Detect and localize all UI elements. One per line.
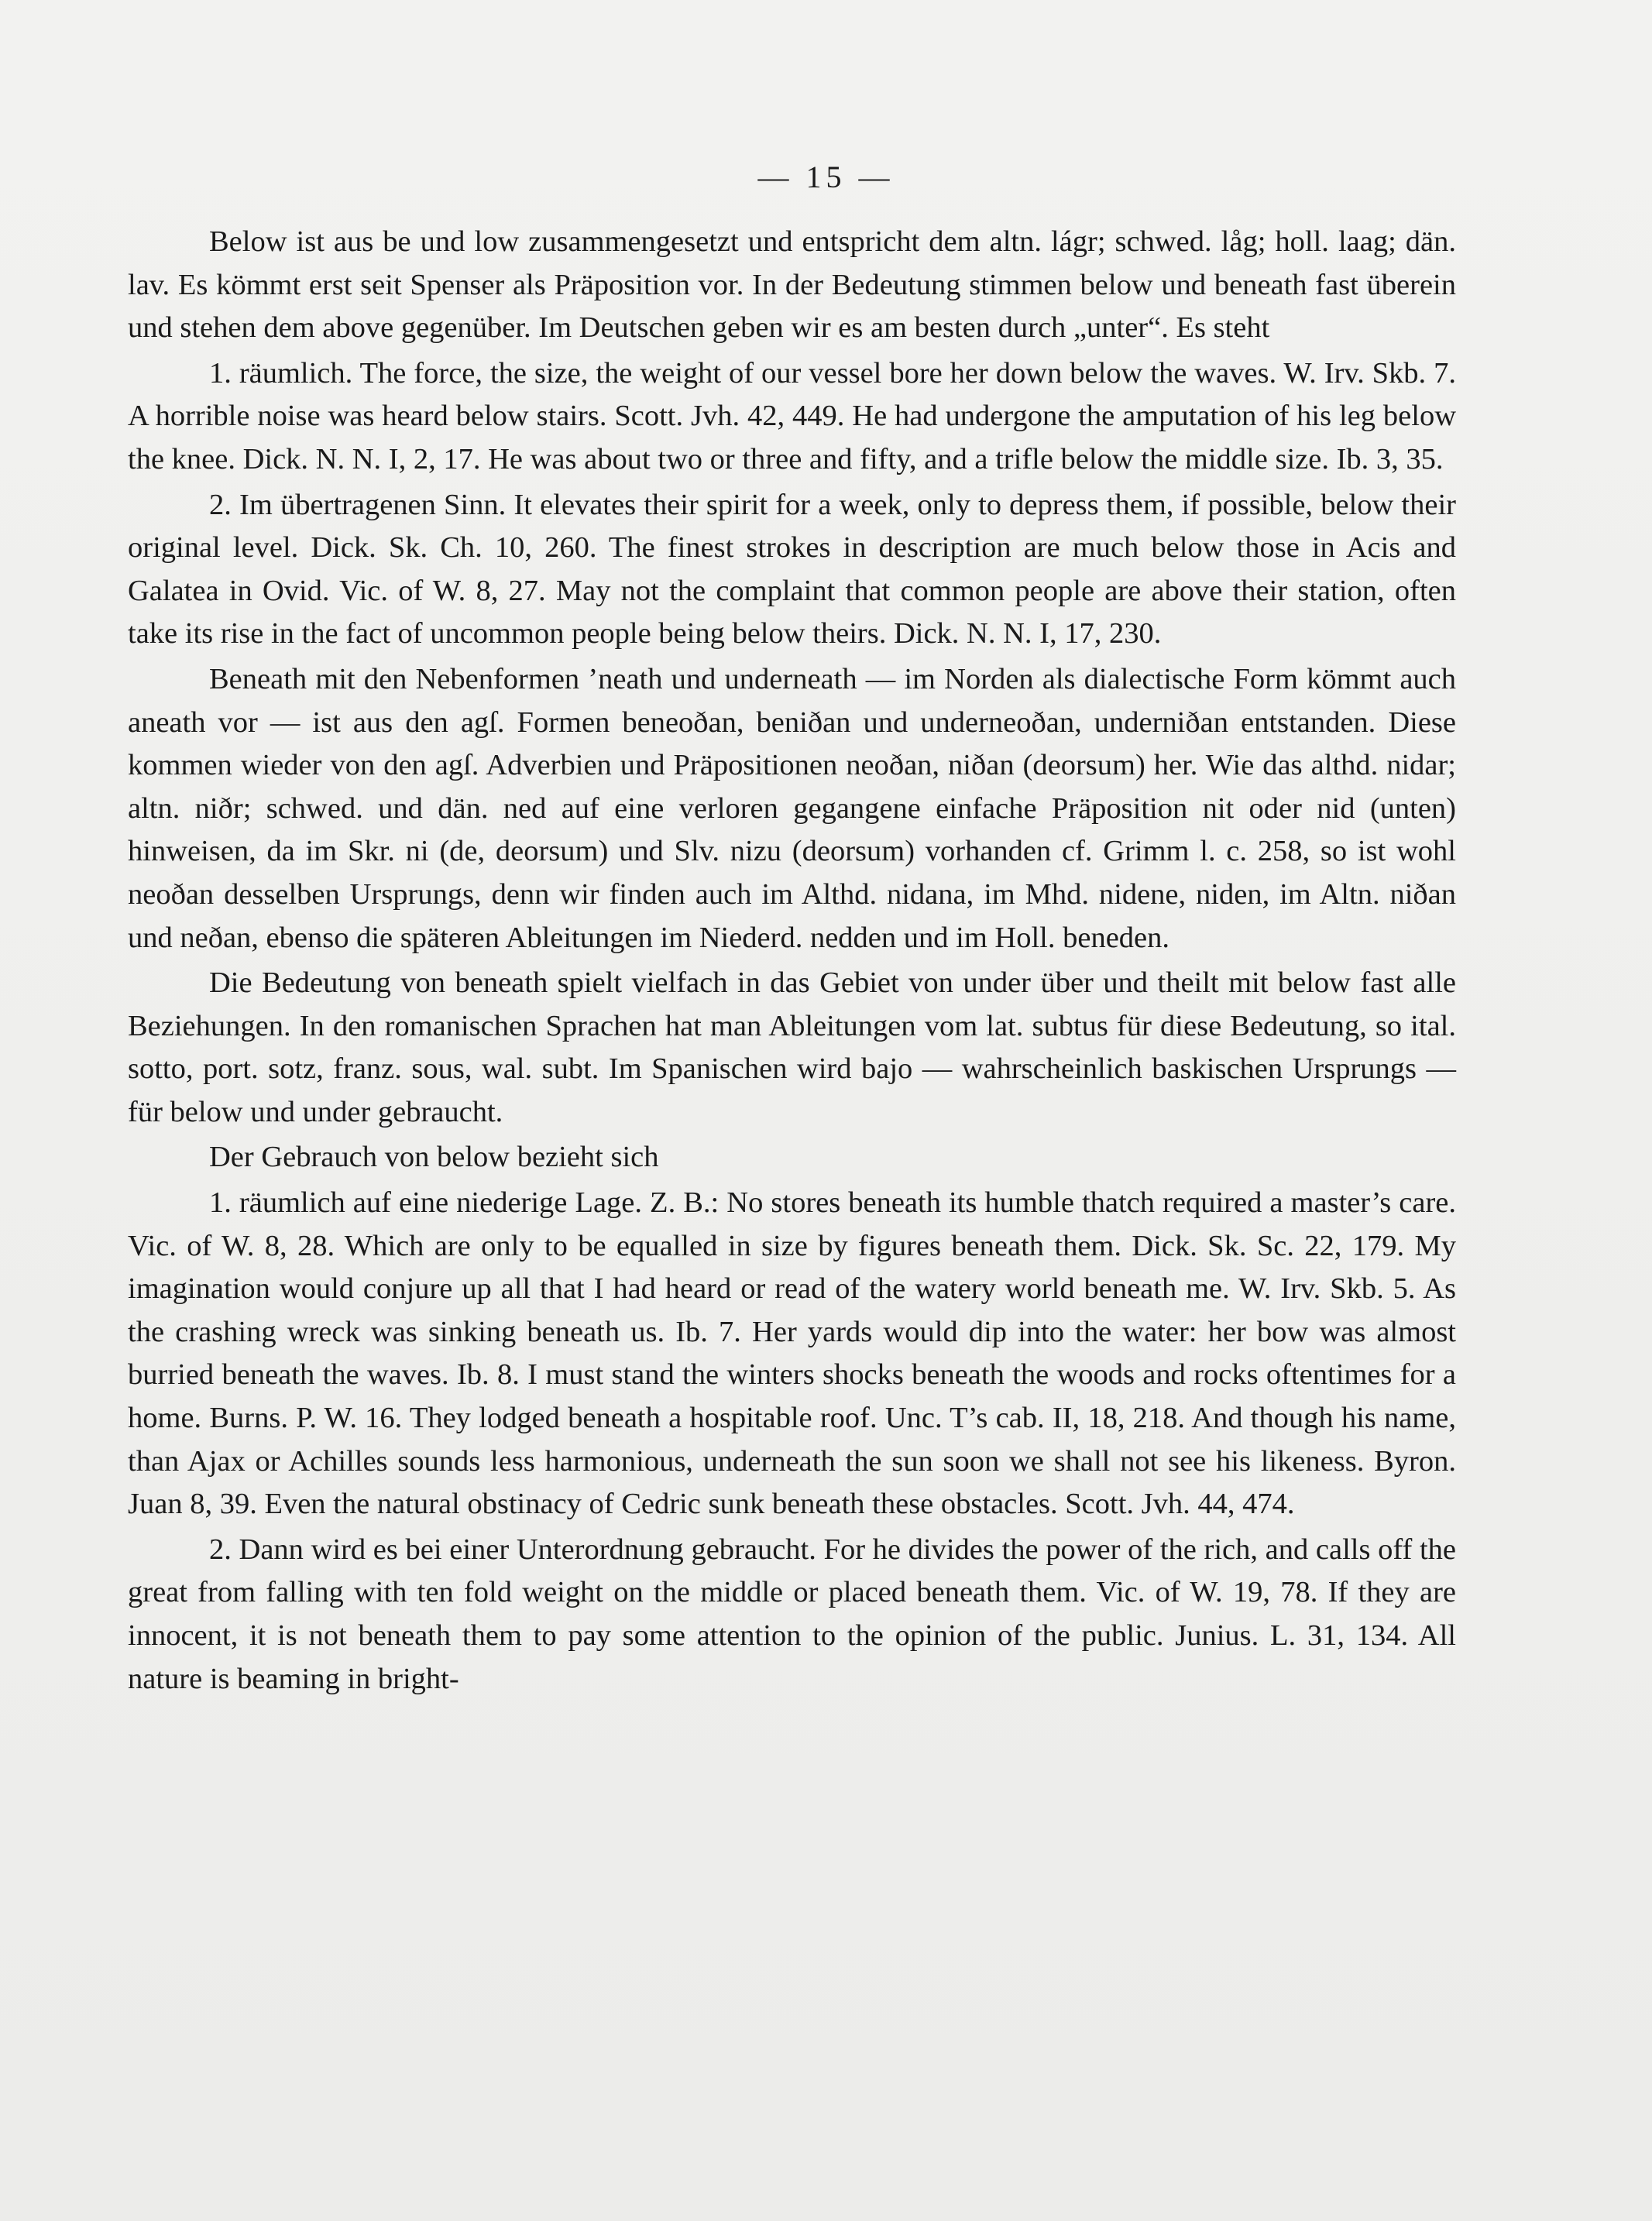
paragraph-usage-heading: Der Gebrauch von below bezieht sich xyxy=(209,1141,659,1174)
page-number: — 15 — xyxy=(757,160,895,194)
paragraph-beneath-subordination: 2. Dann wird es bei einer Unterordnung gebraucht. For he divides the power of the rich, and calls off the great from falling with ten fold weight on the middle or placed beneath them. Vic. of W. 19, 78. If they are innocent, it is not beneath them to pay some attention to the opinion of the public. Junius. L. 31, 134. All nature is beaming in bright- xyxy=(128,1533,1456,1695)
paragraph-below-figurative: 2. Im übertragenen Sinn. It elevates their spirit for a week, only to depress them, if possible, below their original level. Dick. Sk. Ch. 10, 260. The finest strokes in description are much below those in Acis and Galatea in Ovid. Vic. of W. 8, 27. May not the complaint that common people are above their station, often take its rise in the fact of uncommon people being below theirs. Dick. N. N. I, 17, 230. xyxy=(128,488,1456,651)
body-text xyxy=(128,221,1456,1701)
paragraph-below-intro: Below ist aus be und low zusammengesetzt und entspricht dem altn. lágr; schwed. låg; holl. laag; dän. lav. Es kömmt erst seit Spenser als Präposition vor. In der Bedeutung stimmen below und beneath fast überein und stehen dem above gegenüber. Im Deutschen geben wir es am besten durch „unter“. Es steht xyxy=(128,225,1456,345)
paragraph-beneath-spatial: 1. räumlich auf eine niederige Lage. Z. B.: No stores beneath its humble thatch required a master’s care. Vic. of W. 8, 28. Which are only to be equalled in size by figures beneath them. Dick. Sk. Sc. 22, 179. My imagination would conjure up all that I had heard or read of the watery world beneath me. W. Irv. Skb. 5. As the crashing wreck was sinking beneath us. Ib. 7. Her yards would dip into the water: her bow was almost burried beneath the waves. Ib. 8. I must stand the winters shocks beneath the woods and rocks oftentimes for a home. Burns. P. W. 16. They lodged beneath a hospitable roof. Unc. T’s cab. II, 18, 218. And though his name, than Ajax or Achilles sounds less harmonious, underneath the sun soon we shall not see his likeness. Byron. Juan 8, 39. Even the natural obstinacy of Cedric sunk beneath these obstacles. Scott. Jvh. 44, 474. xyxy=(128,1186,1456,1521)
paragraph-below-spatial: 1. räumlich. The force, the size, the weight of our vessel bore her down below the waves. W. Irv. Skb. 7. A horrible noise was heard below stairs. Scott. Jvh. 42, 449. He had undergone the amputation of his leg below the knee. Dick. N. N. I, 2, 17. He was about two or three and fifty, and a trifle below the middle size. Ib. 3, 35. xyxy=(128,356,1456,475)
paragraph-beneath-meaning: Die Bedeutung von beneath spielt vielfach in das Gebiet von under über und theilt mit below fast alle Beziehungen. In den romanischen Sprachen hat man Ableitungen vom lat. subtus für diese Bedeutung, so ital. sotto, port. sotz, franz. sous, wal. subt. Im Spanischen wird bajo — wahrscheinlich baskischen Ursprungs — für below und under gebraucht. xyxy=(128,966,1456,1128)
paragraph-beneath-intro: Beneath mit den Nebenformen ’neath und underneath — im Norden als dialectische Form kömmt auch aneath vor — ist aus den agſ. Formen beneoðan, beniðan und underneoðan, underniðan entstanden. Diese kommen wieder von den agſ. Adverbien und Präpositionen neoðan, niðan (deorsum) her. Wie das althd. nidar; altn. niðr; schwed. und dän. ned auf eine verloren gegangene einfache Präposition nit oder nid (unten) hinweisen, da im Skr. ni (de, deorsum) und Slv. nizu (deorsum) vorhanden cf. Grimm l. c. 258, so ist wohl neoðan desselben Ursprungs, denn wir finden auch im Althd. nidana, im Mhd. nidene, niden, im Altn. niðan und neðan, ebenso die späteren Ableitungen im Niederd. nedden und im Holl. beneden. xyxy=(128,662,1456,954)
